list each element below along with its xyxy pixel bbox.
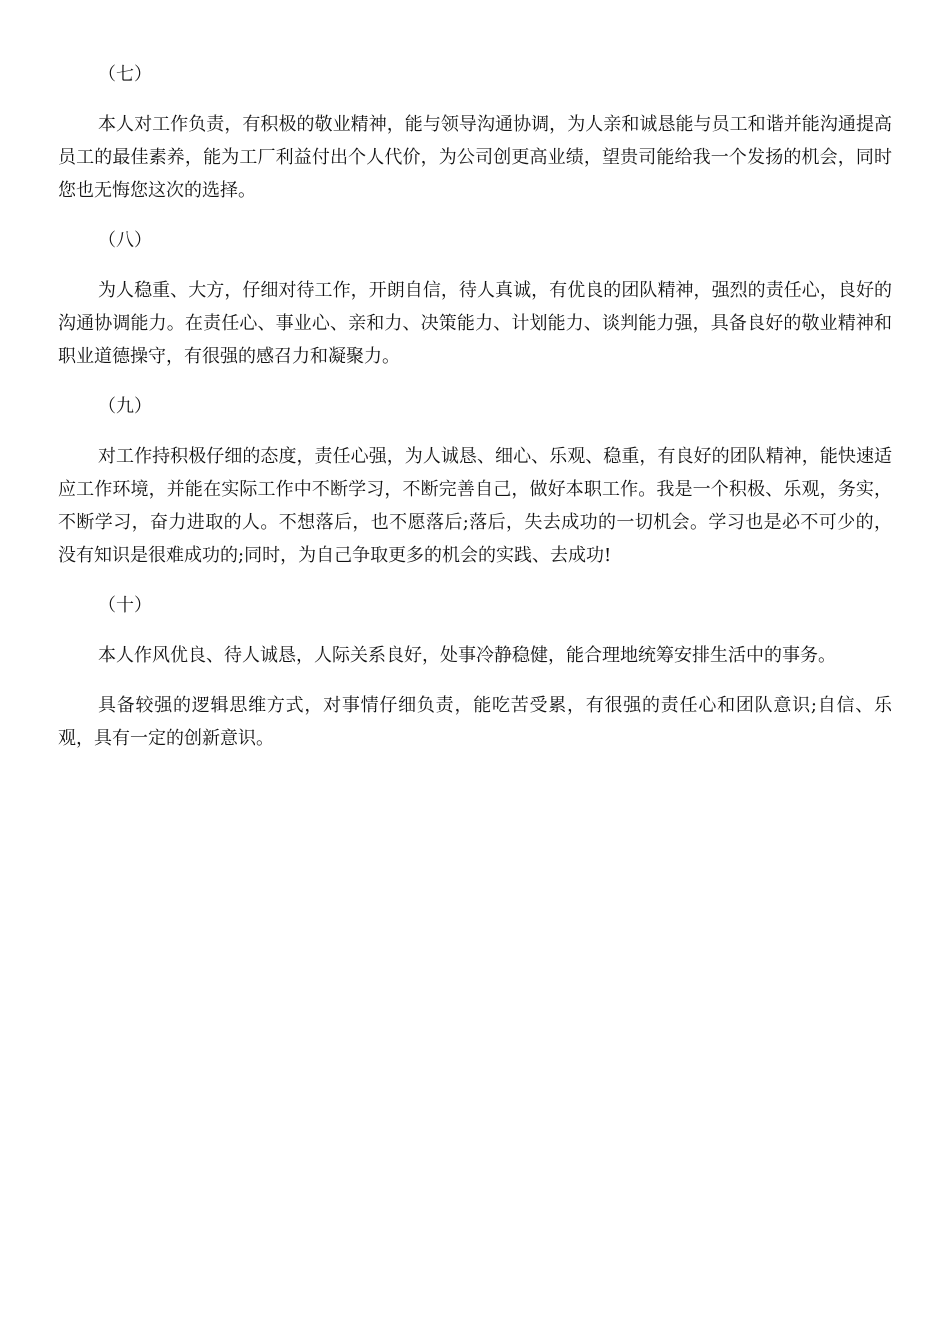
section-paragraph-8: 为人稳重、大方，仔细对待工作，开朗自信，待人真诚，有优良的团队精神，强烈的责任心，良好的沟通协调能力。在责任心、事业心、亲和力、决策能力、计划能力、谈判能力强，具备良好的敬业精神和职业道德操守，有很强的感召力和凝聚力。 (58, 280, 892, 367)
spacer (58, 257, 892, 274)
spacer (58, 622, 892, 639)
spacer (58, 572, 892, 589)
spacer (58, 672, 892, 689)
section-heading-9: （九） (98, 396, 152, 417)
section-paragraph-9: 对工作持积极仔细的态度，责任心强，为人诚恳、细心、乐观、稳重，有良好的团队精神，能快速适应工作环境，并能在实际工作中不断学习，不断完善自己，做好本职工作。我是一个积极、乐观，务实，不断学习，奋力进取的人。不想落后，也不愿落后;落后，失去成功的一切机会。学习也是必不可少的，没有知识是很难成功的;同时，为自己争取更多的机会的实践、去成功! (58, 446, 892, 566)
section-heading-8: （八） (98, 230, 152, 251)
section-heading-10: （十） (98, 595, 152, 616)
spacer (58, 91, 892, 108)
document-body (58, 58, 892, 755)
section-paragraph-10a: 本人作风优良、待人诚恳，人际关系良好，处事冷静稳健，能合理地统筹安排生活中的事务。 (98, 645, 836, 666)
section-paragraph-7: 本人对工作负责，有积极的敬业精神，能与领导沟通协调，为人亲和诚恳能与员工和谐并能沟通提高员工的最佳素养，能为工厂利益付出个人代价，为公司创更高业绩，望贵司能给我一个发扬的机会，同时您也无悔您这次的选择。 (58, 114, 892, 201)
spacer (58, 207, 892, 224)
spacer (58, 373, 892, 390)
section-paragraph-10b: 具备较强的逻辑思维方式，对事情仔细负责，能吃苦受累，有很强的责任心和团队意识;自信、乐观，具有一定的创新意识。 (58, 695, 892, 749)
spacer (58, 423, 892, 440)
section-heading-7: （七） (98, 64, 152, 85)
